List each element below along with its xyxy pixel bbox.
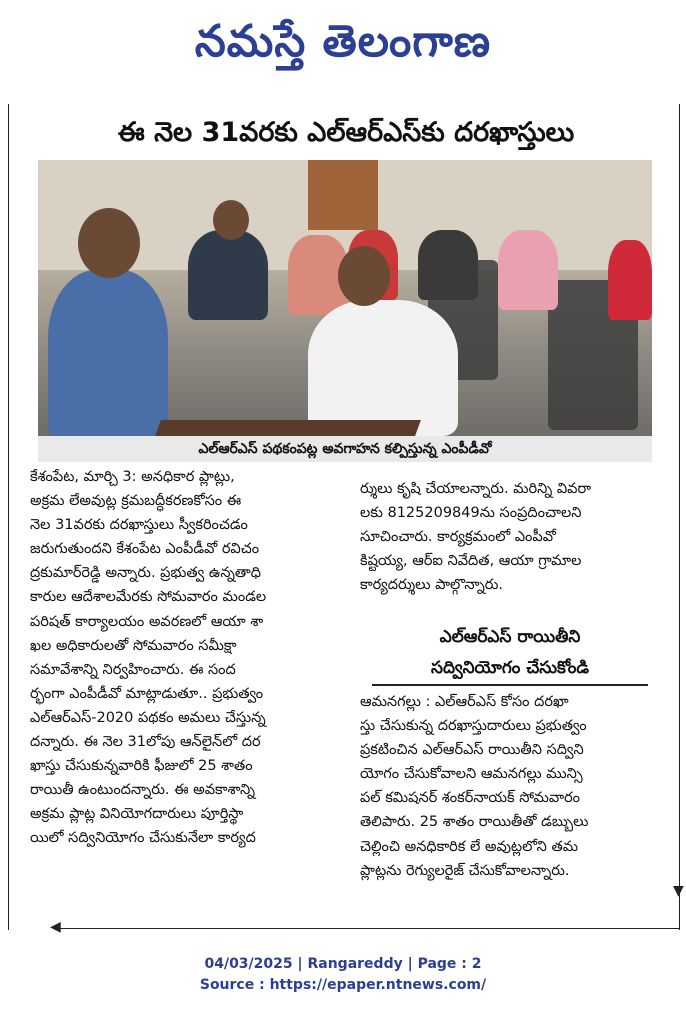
body-line: ఆమనగల్లు : ఎల్‌ఆర్‌ఎస్ కోసం దరఖా [360,694,569,710]
body-line: ద్రకుమార్‌రెడ్డి అన్నారు. ప్రభుత్వ ఉన్నతాధి [30,565,261,582]
body-line: అక్రమ లేఅవుట్ల క్రమబద్ధీకరణకోసం ఈ [30,493,242,510]
body-line: తెలిపారు. 25 శాతం రాయితీతో డబ్బులు [360,814,589,831]
photo-head [213,200,249,240]
body-line: లకు 8125209849ను సంప్రదించాలని [360,505,582,522]
article-body-right [360,477,660,597]
frame-right-rule [679,104,680,930]
photo-head [78,208,140,278]
second-story-body [360,690,660,883]
body-line: ప్లాట్లను రెగ్యులరైజ్ చేసుకోవాలన్నారు. [360,862,570,879]
body-line: యోగం చేసుకోవాలని ఆమనగల్లు మున్సి [360,766,583,783]
body-line: ర్శులు కృషి చేయాలన్నారు. మరిన్ని వివరా [360,481,592,497]
body-line: ఎల్‌ఆర్‌ఎస్-2020 పథకం అమలు చేస్తున్న [30,709,266,726]
second-story-rule [372,684,648,686]
continue-down-arrow-icon: ▼ [673,883,684,899]
body-line: ర్భంగా ఎంపీడీవో మాట్లాడుతూ.. ప్రభుత్వం [30,685,264,702]
photo-person [48,270,168,436]
frame-left-rule [8,104,9,930]
body-line: అక్రమ ప్లాట్ల వినియోగదారులు పూర్తిస్థా [30,806,244,823]
body-line: దన్నారు. ఈ నెల 31లోపు ఆన్‌లైన్‌లో దర [30,734,261,751]
photo-person [418,230,478,300]
body-line: రాయితీ ఉంటుందన్నారు. ఈ అవకాశాన్ని [30,782,256,799]
body-line: స్తు చేసుకున్న దరఖాస్తుదారులు ప్రభుత్వం [360,718,587,735]
body-line: పరిషత్ కార్యాలయం అవరణలో ఆయా శా [30,613,264,630]
photo-person [498,230,558,310]
body-line: జరుగుతుందని కేశంపేట ఎంపీడీవో రవిచం [30,541,260,558]
second-story-headline-line2: సద్వినియోగం చేసుకోండి [431,658,589,678]
photo-person [608,240,652,320]
footer-date-edition: 04/03/2025 | Rangareddy | Page : 2 [204,956,482,972]
body-line: నెల 31వరకు దరఖాస్తులు స్వీకరించడం [30,517,248,534]
second-story-headline-line1: ఎల్‌ఆర్‌ఎస్ రాయితీని [439,627,581,647]
body-line: సమావేశాన్ని నిర్వహించారు. ఈ సంద [30,661,236,678]
photo-person [308,300,458,436]
masthead-logo: నమస్తే తెలంగాణ [194,16,492,67]
body-line: కారుల ఆదేశాలమేరకు సోమవారం మండల [30,589,267,606]
photo-table [155,420,421,436]
photo-head [338,246,390,306]
body-line: కార్యదర్శులు పాల్గొన్నారు. [360,577,503,594]
body-line: సూచించారు. కార్యక్రమంలో ఎంపీవో [360,529,556,546]
frame-bottom-rule [60,928,679,929]
body-line: యిలో సద్వినియోగం చేసుకునేలా కార్యద [30,830,256,847]
body-line: ఖాస్తు చేసుకున్నవారికి ఫీజులో 25 శాతం [30,758,253,775]
continue-left-arrow-icon: ◀ [50,919,61,935]
body-line: ఖల అధికారులతో సోమవారం సమీక్షా [30,637,237,654]
body-line: పల్ కమిషనర్ శంకర్‌నాయక్ సోమవారం [360,790,581,807]
body-line: కిష్టయ్య, ఆర్ఐ నివేదిత, ఆయా గ్రామాల [360,553,582,570]
body-line: ప్రకటించిన ఎల్‌ఆర్‌ఎస్ రాయితీని సద్విని [360,742,584,759]
article-body-left [30,465,346,851]
photo-caption: ఎల్‌ఆర్‌ఎస్ పథకంపట్ల అవగాహన కల్పిస్తున్న ఎంపీడీవో [38,436,652,462]
article-photo [38,160,652,436]
body-line: చెల్లించి అనధికారిక లే అవుట్లలోని తమ [360,838,579,855]
article-headline: ఈ నెల 31వరకు ఎల్‌ఆర్‌ఎస్‌కు దరఖాస్తులు [117,117,575,148]
body-line: కేశంపేట, మార్చి 3: అనధికార ప్లాట్లు, [30,469,235,485]
footer-source-link[interactable]: Source : https://epaper.ntnews.com/ [199,977,487,993]
photo-door [308,160,378,230]
photo-person [188,230,268,320]
